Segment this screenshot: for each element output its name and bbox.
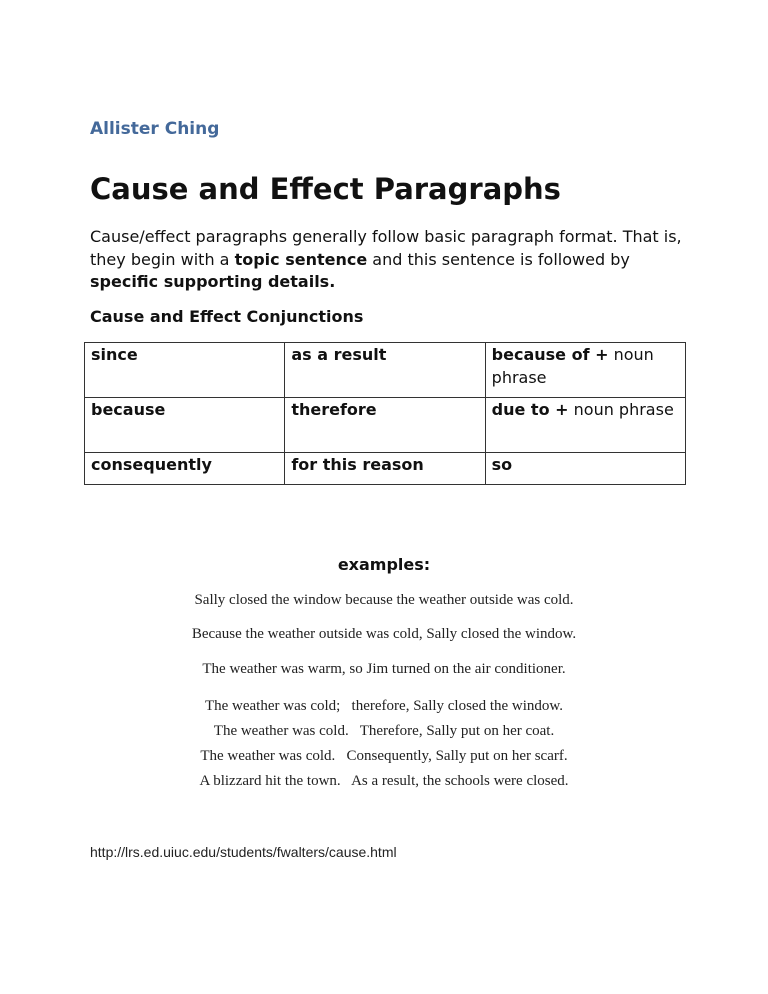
table-cell bbox=[285, 453, 485, 485]
cell-bold-text: because bbox=[91, 400, 166, 419]
example-sentence: Sally closed the window because the weather outside was cold. bbox=[194, 592, 574, 608]
cell-bold-text: so bbox=[491, 455, 513, 474]
example-sentence: The weather was cold; therefore, Sally closed the window. bbox=[204, 698, 564, 714]
table-cell bbox=[485, 343, 685, 398]
table-row bbox=[85, 343, 686, 398]
cell-bold-text: because of + bbox=[491, 345, 609, 364]
table-cell bbox=[285, 343, 485, 398]
example-sentence: The weather was cold. Consequently, Sally put on her scarf. bbox=[200, 748, 568, 764]
example-sentence: A blizzard hit the town. As a result, the schools were closed. bbox=[199, 773, 569, 789]
cell-bold-text: due to + bbox=[491, 400, 569, 419]
table-row bbox=[85, 398, 686, 453]
table-cell bbox=[485, 398, 685, 453]
source-url: http://lrs.ed.uiuc.edu/students/fwalters/cause.html bbox=[90, 844, 397, 860]
intro-bold-topic-sentence: topic sentence bbox=[234, 249, 368, 269]
intro-text-1: Cause/effect paragraphs generally follow basic paragraph format. That is, they begin with a bbox=[90, 227, 682, 269]
conjunctions-heading: Cause and Effect Conjunctions bbox=[90, 307, 364, 326]
cell-bold-text: since bbox=[91, 345, 138, 364]
example-sentence: The weather was warm, so Jim turned on the air conditioner. bbox=[202, 661, 566, 677]
table-cell bbox=[85, 343, 285, 398]
table-cell bbox=[485, 453, 685, 485]
cell-bold-text: as a result bbox=[291, 345, 387, 364]
example-sentence: Because the weather outside was cold, Sally closed the window. bbox=[191, 626, 577, 642]
example-sentence: The weather was cold. Therefore, Sally put on her coat. bbox=[213, 723, 555, 739]
cell-bold-text: for this reason bbox=[291, 455, 424, 474]
page-title: Cause and Effect Paragraphs bbox=[90, 172, 561, 206]
intro-paragraph bbox=[90, 226, 690, 294]
cell-text: noun phrase bbox=[568, 400, 674, 419]
cell-bold-text: consequently bbox=[91, 455, 212, 474]
examples-heading: examples: bbox=[337, 555, 431, 574]
intro-text-2: and this sentence is followed by bbox=[367, 249, 630, 269]
cell-text: noun phrase bbox=[491, 345, 654, 387]
conjunctions-table bbox=[84, 342, 686, 485]
table-row bbox=[85, 453, 686, 485]
table-cell bbox=[85, 398, 285, 453]
author-name: Allister Ching bbox=[90, 119, 220, 139]
intro-bold-supporting-details: specific supporting details. bbox=[90, 272, 336, 291]
table-cell bbox=[285, 398, 485, 453]
cell-bold-text: therefore bbox=[291, 400, 377, 419]
table-cell bbox=[85, 453, 285, 485]
